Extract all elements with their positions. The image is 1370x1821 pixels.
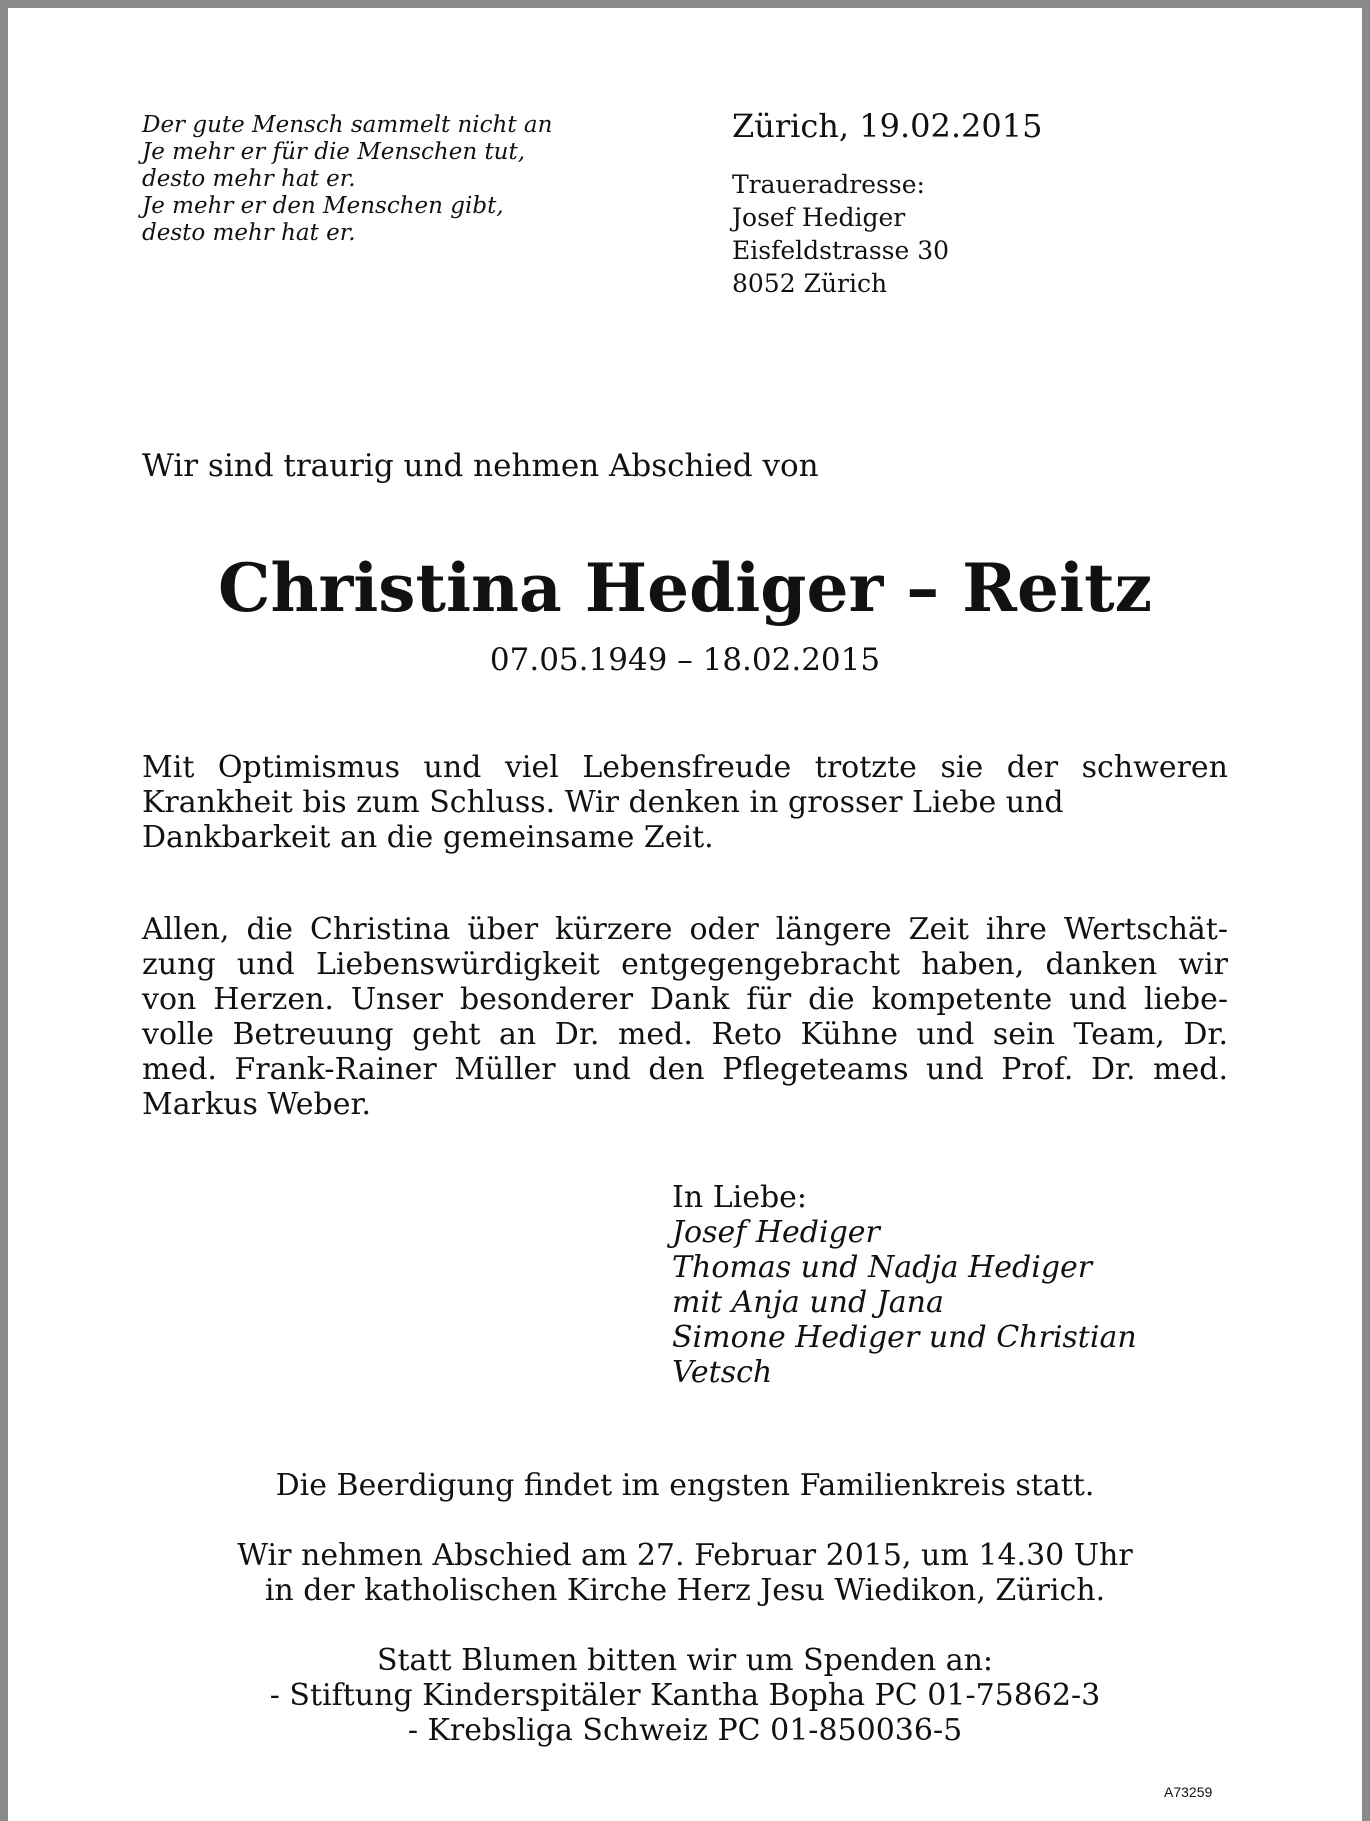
mourning-address <box>732 168 949 300</box>
quote-line: desto mehr hat er. <box>142 220 356 246</box>
reference-code: A73259 <box>1164 1784 1213 1800</box>
signature-line: mit Anja und Jana <box>672 1285 944 1320</box>
service-line: in der katholischen Kirche Herz Jesu Wiedikon, Zürich. <box>264 1573 1106 1608</box>
address-name: Josef Hediger <box>732 203 906 232</box>
paragraph-line: Krankheit bis zum Schluss. Wir denken in grosser Liebe und <box>142 785 1064 820</box>
donation-item: - Krebsliga Schweiz PC 01-850036-5 <box>407 1713 963 1748</box>
signature-line: Simone Hediger und Christian <box>672 1320 1137 1355</box>
quote-block <box>142 112 602 247</box>
quote-line: Je mehr er für die Menschen tut, <box>142 139 526 165</box>
address-city: 8052 Zürich <box>732 269 888 298</box>
paragraph-line: med. Frank-Rainer Müller und den Pflegeteams und Prof. Dr. med. <box>142 1052 1228 1087</box>
life-dates: 07.05.1949 – 18.02.2015 <box>489 642 881 678</box>
paragraph-line: zung und Liebenswürdigkeit entgegengebracht haben, danken wir <box>142 947 1228 982</box>
paragraph-line: Markus Weber. <box>142 1087 372 1122</box>
spacer <box>8 1503 1362 1538</box>
paragraph-line: von Herzen. Unser besonderer Dank für die kompetente und liebe- <box>142 982 1228 1017</box>
signature-line: Vetsch <box>672 1355 773 1390</box>
quote-line: desto mehr hat er. <box>142 166 356 192</box>
paragraph-line: Allen, die Christina über kürzere oder längere Zeit ihre Wertschät- <box>142 912 1228 947</box>
address-label: Traueradresse: <box>732 170 925 199</box>
paragraph-optimism <box>142 750 1228 855</box>
place-date: Zürich, 19.02.2015 <box>732 107 1043 145</box>
signature-block <box>672 1180 1137 1390</box>
intro-text: Wir sind traurig und nehmen Abschied von <box>142 448 819 484</box>
closing-block <box>8 1468 1362 1748</box>
obituary-page <box>8 8 1362 1821</box>
signature-line: Josef Hediger <box>672 1215 880 1250</box>
spacer <box>8 1608 1362 1643</box>
address-street: Eisfeldstrasse 30 <box>732 236 950 265</box>
signature-heading: In Liebe: <box>672 1180 808 1215</box>
paragraph-line: volle Betreuung geht an Dr. med. Reto Kühne und sein Team, Dr. <box>142 1017 1228 1052</box>
quote-line: Je mehr er den Menschen gibt, <box>142 193 504 219</box>
signature-line: Thomas und Nadja Hediger <box>672 1250 1093 1285</box>
paragraph-line: Dankbarkeit an die gemeinsame Zeit. <box>142 820 714 855</box>
donation-item: - Stiftung Kinderspitäler Kantha Bopha PC 01-75862-3 <box>269 1678 1101 1713</box>
donations-heading: Statt Blumen bitten wir um Spenden an: <box>376 1643 994 1678</box>
quote-line: Der gute Mensch sammelt nicht an <box>142 112 553 138</box>
service-line: Wir nehmen Abschied am 27. Februar 2015, um 14.30 Uhr <box>237 1538 1133 1573</box>
deceased-name: Christina Hediger – Reitz <box>217 549 1153 627</box>
funeral-notice: Die Beerdigung findet im engsten Familienkreis statt. <box>275 1468 1095 1503</box>
paragraph-thanks <box>142 912 1228 1122</box>
paragraph-line: Mit Optimismus und viel Lebensfreude trotzte sie der schweren <box>142 750 1228 785</box>
